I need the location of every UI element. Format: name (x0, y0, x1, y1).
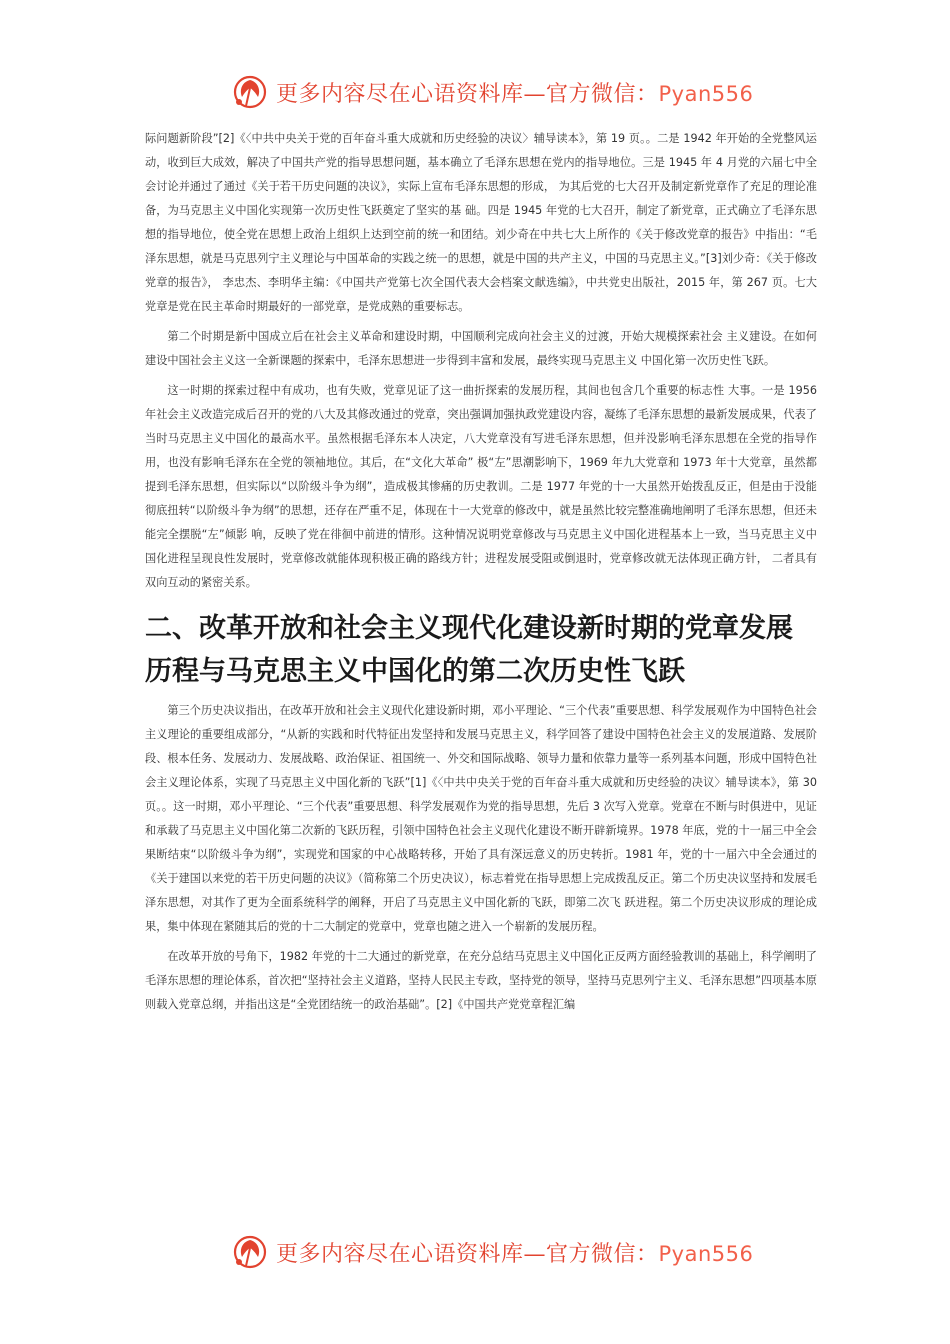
watermark-label: 更多内容尽在心语资料库—官方微信： (276, 81, 659, 107)
paragraph-2: 第二个时期是新中国成立后在社会主义革命和建设时期，中国顺利完成向社会主义的过渡，开始大规模探索社会 主义建设。在如何建设中国社会主义这一全新课题的探索中，毛泽东思想进一步得到丰富和发展，最终实现马克思主义 中国化第一次历史性飞跃。 (145, 330, 817, 367)
watermark-text (276, 77, 753, 108)
document-body (145, 127, 817, 1017)
paragraph-5: 在改革开放的号角下，1982 年党的十二大通过的新党章，在充分总结马克思主义中国化正反两方面经验教训的基础上，科学阐明了毛泽东思想的理论体系，首次把“坚持社会主义道路，坚持人民民主专政，坚持党的领导，坚持马克思列宁主义、毛泽东思想”四项基本原则载入党章总纲，并指出这是“全党团结统一的政治基础”。[2]《中国共产党党章程汇编 (145, 950, 817, 1011)
watermark-text (276, 1237, 753, 1268)
watermark-label: 更多内容尽在心语资料库—官方微信： (276, 1241, 659, 1267)
paragraph-1: 际问题新阶段”[2]《〈中共中央关于党的百年奋斗重大成就和历史经验的决议〉辅导读本》，第 19 页。。二是 1942 年开始的全党整风运动，收到巨大成效，解决了中国共产党的指导思想问题，基本确立了毛泽东思想在党内的指导地位。三是 1945 年 4 月党的六届七中全会讨论并通过了通过《关于若干历史问题的决议》，实际上宣布毛泽东思想的形成， 为其后党的七大召开及制定新党章作了充足的理论准备，为马克思主义中国化实现第一次历史性飞跃奠定了坚实的基 础。四是 1945 年党的七大召开，制定了新党章，正式确立了毛泽东思想的指导地位，使全党在思想上政治上组织上达到空前的统一和团结。刘少奇在中共七大上所作的《关于修改党章的报告》中指出：“毛泽东思想，就是马克思列宁主义理论与中国革命的实践之统一的思想，就是中国的共产主义，中国的马克思主义。”[3]刘少奇：《关于修改党章的报告》， 李忠杰、李明华主编：《中国共产党第七次全国代表大会档案文献选编》，中共党史出版社，2015 年，第 267 页。七大党章是党在民主革命时期最好的一部党章，是党成熟的重要标志。 (145, 132, 817, 313)
wechat-handle: Pyan556 (658, 81, 754, 106)
watermark-banner-top (230, 72, 754, 112)
watermark-banner-bottom (230, 1232, 754, 1272)
ginkgo-logo-icon (230, 1232, 270, 1272)
paragraph-3: 这一时期的探索过程中有成功，也有失败，党章见证了这一曲折探索的发展历程，其间也包含几个重要的标志性 大事。一是 1956 年社会主义改造完成后召开的党的八大及其修改通过的党章，突出强调加强执政党建设内容，凝练了毛泽东思想的最新发展成果，代表了当时马克思主义中国化的最高水平。虽然根据毛泽东本人决定，八大党章没有写进毛泽东思想，但并没影响毛泽东思想在全党的指导作用，也没有影响毛泽东在全党的领袖地位。其后，在“文化大革命” 极“左”思潮影响下，1969 年九大党章和 1973 年十大党章，虽然都提到毛泽东思想，但实际以“以阶级斗争为纲”，造成极其惨痛的历史教训。二是 1977 年党的十一大虽然开始拨乱反正，但是由于没能彻底扭转“以阶级斗争为纲”的思想，还存在严重不足，体现在十一大党章的修改中，就是虽然比较完整准确地阐明了毛泽东思想，但还未能完全摆脱“左”倾影 响，反映了党在徘徊中前进的情形。这种情况说明党章修改与马克思主义中国化进程基本上一致，当马克思主义中国化进程呈现良性发展时，党章修改就能体现积极正确的路线方针；进程发展受阻或倒退时，党章修改就无法体现正确方针， 二者具有双向互动的紧密关系。 (145, 384, 817, 589)
wechat-handle: Pyan556 (658, 1241, 754, 1266)
section-heading: 二、改革开放和社会主义现代化建设新时期的党章发展历程与马克思主义中国化的第二次历史性飞跃 (145, 613, 793, 687)
paragraph-4: 第三个历史决议指出，在改革开放和社会主义现代化建设新时期，邓小平理论、“三个代表”重要思想、科学发展观作为中国特色社会主义理论的重要组成部分，“从新的实践和时代特征出发坚持和发展马克思主义，科学回答了建设中国特色社会主义的发展道路、发展阶段、根本任务、发展动力、发展战略、政治保证、祖国统一、外交和国际战略、领导力量和依靠力量等一系列基本问题，形成中国特色社会主义理论体系，实现了马克思主义中国化新的飞跃”[1]《〈中共中央关于党的百年奋斗重大成就和历史经验的决议〉辅导读本》，第 30 页。。这一时期，邓小平理论、“三个代表”重要思想、科学发展观作为党的指导思想，先后 3 次写入党章。党章在不断与时俱进中，见证和承载了马克思主义中国化第二次新的飞跃历程，引领中国特色社会主义现代化建设不断开辟新境界。1978 年底，党的十一届三中全会果断结束“以阶级斗争为纲”，实现党和国家的中心战略转移，开始了具有深远意义的历史转折。1981 年，党的十一届六中全会通过的《关于建国以来党的若干历史问题的决议》（简称第二个历史决议），标志着党在指导思想上完成拨乱反正。第二个历史决议坚持和发展毛泽东思想，对其作了更为全面系统科学的阐释，开启了马克思主义中国化新的飞跃，即第二次飞 跃进程。第二个历史决议形成的理论成果，集中体现在紧随其后的党的十二大制定的党章中，党章也随之进入一个崭新的发展历程。 (145, 704, 817, 933)
ginkgo-logo-icon (230, 72, 270, 112)
